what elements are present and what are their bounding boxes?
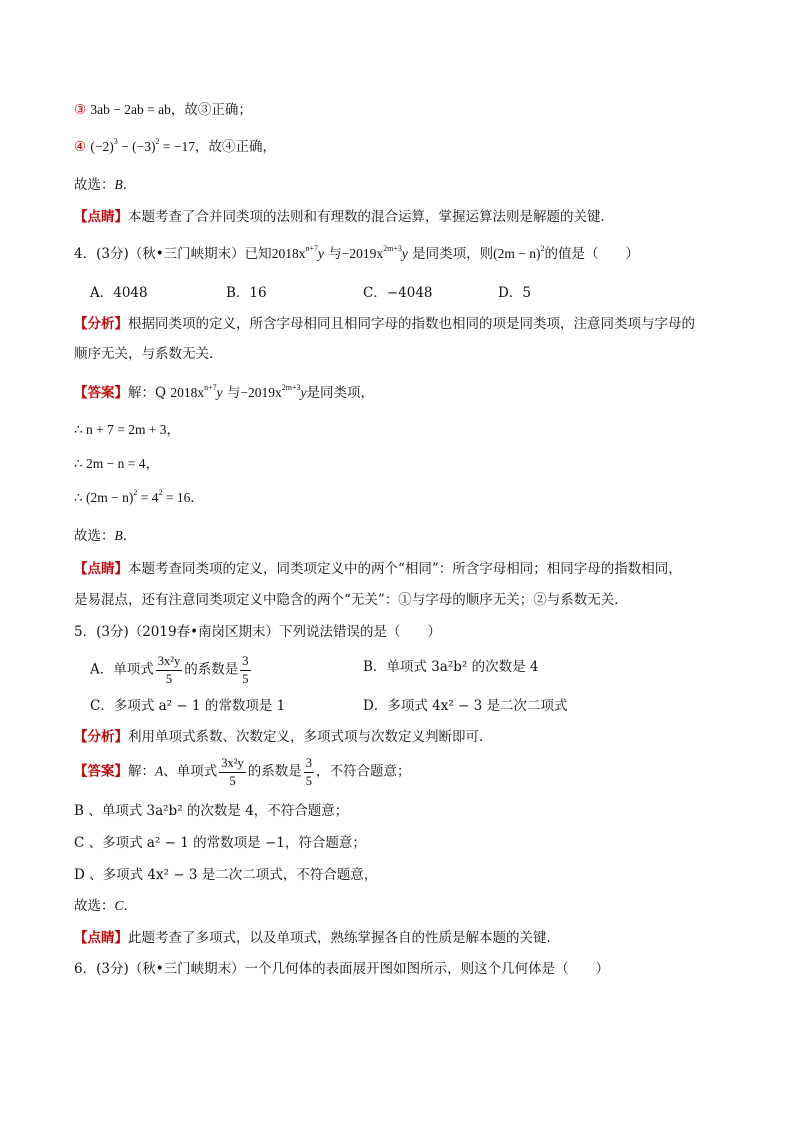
q5-option-d: D．多项式 4x² − 3 是二次二项式 <box>363 698 568 714</box>
review-tag: 【点睛】 <box>74 209 128 225</box>
q4-analysis-2: 顺序无关，与系数无关． <box>74 346 223 362</box>
review-line: 【点睛】本题考查了合并同类项的法则和有理数的混合运算，掌握运算法则是解题的关键． <box>74 209 614 225</box>
q4-option-a: A．4048 <box>90 285 148 301</box>
q4-option-d: D．5 <box>498 285 531 301</box>
q5-line-c: C 、多项式 a² − 1 的常数项是 −1，符合题意； <box>74 835 366 851</box>
q4-step-2: ∴ 2m − n = 4， <box>74 456 159 471</box>
q4-analysis-1: 【分析】根据同类项的定义，所含字母相同且相同字母的指数也相同的项是同类项，注意同类项与字母的 <box>74 316 695 332</box>
q5-line-d: D 、多项式 4x² − 3 是二次二项式，不符合题意， <box>74 867 378 883</box>
answer-tag: 【答案】 <box>74 385 128 401</box>
q4-answer: 【答案】解：Q $2018x^{n+7}y$ 与$-2019x^{2m+3}y$是同类项， <box>74 383 375 401</box>
line-text: ，故③正确； <box>170 102 252 118</box>
q4-review-2: 是易混点，还有注意同类项定义中隐含的两个“无关”：①与字母的顺序无关；②与系数无关． <box>74 592 628 608</box>
q4-review-1: 【点睛】本题考查同类项的定义，同类项定义中的两个“相同”：所含字母相同；相同字母的指数相同， <box>74 561 682 577</box>
review-tag: 【点睛】 <box>74 930 128 946</box>
answer-tag: 【答案】 <box>74 763 128 780</box>
circle-marker: ③ <box>74 102 87 118</box>
q4-stem: 4．(3分)（秋•三门峡期末）已知$2018x^{n+7}y$ 与$-2019x^{2m+3}y$ 是同类项，则$(2m - n)^2$的值是（ ） <box>74 244 640 262</box>
q5-stem: 5．(3分)（2019春•南岗区期末）下列说法错误的是（ ） <box>74 624 442 640</box>
line-text: ，故④正确， <box>194 139 276 155</box>
q5-option-c: C．多项式 a² − 1 的常数项是 1 <box>90 698 286 714</box>
q4-step-1: ∴ n + 7 = 2m + 3， <box>74 422 181 437</box>
math-expr: 3ab − 2ab = ab <box>90 102 171 117</box>
solution-line-4 <box>74 138 276 156</box>
q4-choice: 故选：B． <box>74 528 137 544</box>
choice-line: 故选：B． <box>74 177 137 193</box>
q4-option-c: C．−4048 <box>363 285 433 301</box>
q5-option-a: A．单项式 $\frac{\text{3x²y}}{5}$ 的系数是 $\frac{3}{5}$ <box>90 654 249 686</box>
analysis-tag: 【分析】 <box>74 729 128 745</box>
q5-analysis: 【分析】利用单项式系数、次数定义，多项式项与次数定义判断即可． <box>74 729 493 745</box>
math-expr: $(-2)^3 - (-3)^2 = -17$ <box>90 137 195 154</box>
circle-marker: ④ <box>74 139 87 155</box>
review-tag: 【点睛】 <box>74 561 128 577</box>
q6-stem: 6．(3分)（秋•三门峡期末）一个几何体的表面展开图如图所示，则这个几何体是（ ） <box>74 961 610 977</box>
q4-option-b: B．16 <box>226 285 267 301</box>
solution-line-3 <box>74 101 252 119</box>
q5-choice: 故选：C． <box>74 898 138 914</box>
q5-line-b: B 、单项式 3a²b² 的次数是 4，不符合题意； <box>74 803 349 819</box>
q5-review: 【点睛】此题考查了多项式，以及单项式，熟练掌握各自的性质是解本题的关键． <box>74 930 560 946</box>
q5-answer: 【答案】解：A、单项式 $\frac{\text{3x²y}}{5}$ 的系数是 $\frac{3}{5}$ ，不符合题意； <box>74 756 411 788</box>
q4-step-3: ∴ $(2m - n)^2 = 4^2 = 16$． <box>74 488 204 505</box>
analysis-tag: 【分析】 <box>74 316 128 332</box>
q5-option-b: B．单项式 3a²b² 的次数是 4 <box>363 659 539 675</box>
